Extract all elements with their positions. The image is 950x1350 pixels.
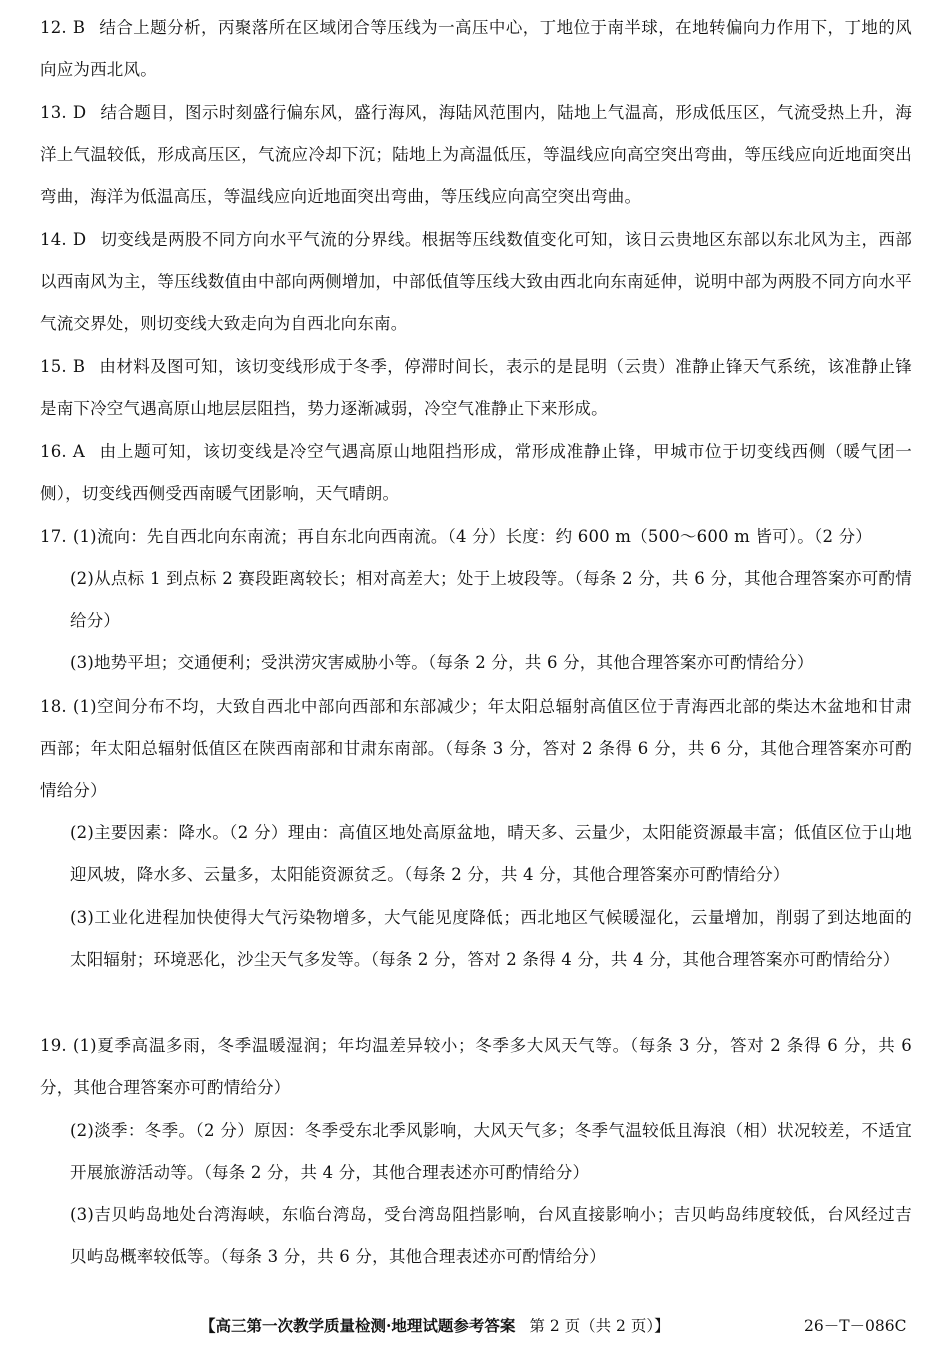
answer-17-part-2 xyxy=(70,558,912,642)
question-number: 16. xyxy=(40,442,67,461)
question-number: 19. xyxy=(40,1036,67,1055)
answer-17-1-text: (1)流向：先自西北向东南流；再自东北向西南流。（4 分）长度：约 600 m（500～600 m 皆可）。（2 分） xyxy=(72,527,873,546)
question-number: 14. xyxy=(40,230,67,249)
answer-19-part-1 xyxy=(40,1025,912,1109)
answer-14 xyxy=(40,219,912,345)
question-number: 17. xyxy=(40,527,67,546)
footer-title-text: 【高三第一次教学质量检测·地理试题参考答案 xyxy=(200,1316,516,1335)
answer-17-part-1 xyxy=(40,516,912,558)
answer-choice: B xyxy=(72,357,86,376)
footer-title xyxy=(200,1314,670,1336)
answer-choice: A xyxy=(72,442,85,461)
answer-choice: D xyxy=(72,103,87,122)
answer-17-2-text: (2)从点标 1 到点标 2 赛段距离较长；相对高差大；处于上坡段等。（每条 2 分，共 6 分，其他合理答案亦可酌情给分） xyxy=(70,569,912,630)
answer-18-3-text: (3)工业化进程加快使得大气污染物增多，大气能见度降低；西北地区气候暖湿化，云量增加，削弱了到达地面的太阳辐射；环境恶化，沙尘天气多发等。（每条 2 分，答对 2 条得 4 分，共 4 分，其他合理答案亦可酌情给分） xyxy=(70,908,912,969)
answer-12 xyxy=(40,7,912,91)
page-footer xyxy=(0,1308,950,1348)
answer-13 xyxy=(40,92,912,218)
answer-19-part-3 xyxy=(70,1194,912,1278)
answer-18-part-3 xyxy=(70,897,912,981)
answer-explanation: 结合题目，图示时刻盛行偏东风，盛行海风，海陆风范围内，陆地上气温高，形成低压区，气流受热上升，海洋上气温较低，形成高压区，气流应冷却下沉；陆地上为高温低压，等温线应向高空突出弯曲，等压线应向近地面突出弯曲，海洋为低温高压，等温线应向近地面突出弯曲，等压线应向高空突出弯曲。 xyxy=(40,103,912,206)
question-number: 18. xyxy=(40,697,67,716)
answer-explanation: 切变线是两股不同方向水平气流的分界线。根据等压线数值变化可知，该日云贵地区东部以东北风为主，西部以西南风为主，等压线数值由中部向两侧增加，中部低值等压线大致由西北向东南延伸，说明中部为两股不同方向水平气流交界处，则切变线大致走向为自西北向东南。 xyxy=(40,230,912,333)
answer-choice: B xyxy=(72,18,86,37)
question-number: 15. xyxy=(40,357,67,376)
answer-19-3-text: (3)吉贝屿岛地处台湾海峡，东临台湾岛，受台湾岛阻挡影响，台风直接影响小；吉贝屿岛纬度较低，台风经过吉贝屿岛概率较低等。（每条 3 分，共 6 分，其他合理表述亦可酌情给分） xyxy=(70,1205,912,1266)
answer-choice: D xyxy=(72,230,87,249)
answer-16 xyxy=(40,431,912,515)
footer-code: 26－T－086C xyxy=(804,1317,907,1335)
answer-18-part-2 xyxy=(70,812,912,896)
answer-19-part-2 xyxy=(70,1110,912,1194)
answer-explanation: 结合上题分析，丙聚落所在区域闭合等压线为一高压中心，丁地位于南半球，在地转偏向力作用下，丁地的风向应为西北风。 xyxy=(40,18,912,79)
answer-17-3-text: (3)地势平坦；交通便利；受洪涝灾害威胁小等。（每条 2 分，共 6 分，其他合理答案亦可酌情给分） xyxy=(70,653,814,672)
answer-18-part-1 xyxy=(40,686,912,812)
answer-19-1-text: (1)夏季高温多雨，冬季温暖湿润；年均温差异较小；冬季多大风天气等。（每条 3 分，答对 2 条得 6 分，共 6 分，其他合理答案亦可酌情给分） xyxy=(40,1036,912,1097)
answer-18-2-text: (2)主要因素：降水。（2 分）理由：高值区地处高原盆地，晴天多、云量少，太阳能资源最丰富；低值区位于山地迎风坡，降水多、云量多，太阳能资源贫乏。（每条 2 分，共 4 分，其他合理答案亦可酌情给分） xyxy=(70,823,912,884)
answer-18-1-text: (1)空间分布不均，大致自西北中部向西部和东部减少；年太阳总辐射高值区位于青海西北部的柴达木盆地和甘肃西部；年太阳总辐射低值区在陕西南部和甘肃东南部。（每条 3 分，答对 2 条得 6 分，共 6 分，其他合理答案亦可酌情给分） xyxy=(40,697,912,800)
answer-explanation: 由上题可知，该切变线是冷空气遇高原山地阻挡形成，常形成准静止锋，甲城市位于切变线西侧（暖气团一侧），切变线西侧受西南暖气团影响，天气晴朗。 xyxy=(40,442,912,503)
footer-page-number: 第 2 页（共 2 页）】 xyxy=(529,1317,670,1335)
answer-explanation: 由材料及图可知，该切变线形成于冬季，停滞时间长，表示的是昆明（云贵）准静止锋天气系统，该准静止锋是南下冷空气遇高原山地层层阻挡，势力逐渐减弱，冷空气准静止下来形成。 xyxy=(40,357,912,418)
answer-15 xyxy=(40,346,912,430)
answer-19-2-text: (2)淡季：冬季。（2 分）原因：冬季受东北季风影响，大风天气多；冬季气温较低且海浪（相）状况较差，不适宜开展旅游活动等。（每条 2 分，共 4 分，其他合理表述亦可酌情给分） xyxy=(70,1121,912,1182)
question-number: 13. xyxy=(40,103,67,122)
question-number: 12. xyxy=(40,18,67,37)
answer-17-part-3 xyxy=(70,642,912,684)
